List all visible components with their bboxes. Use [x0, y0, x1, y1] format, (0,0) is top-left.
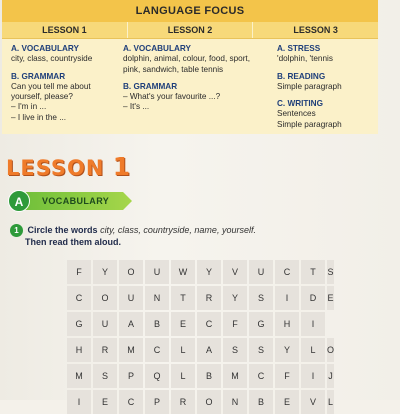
word-search-cell[interactable]: I [301, 364, 325, 388]
word-search-cell[interactable]: Y [275, 338, 299, 362]
word-search-cell[interactable]: S [93, 364, 117, 388]
lesson-1-vocabulary-line: city, class, countryside [11, 54, 93, 64]
lesson-1-grammar-line: – I live in the ... [11, 112, 67, 122]
word-search-cell[interactable]: L [327, 390, 334, 414]
word-search-cell[interactable]: Y [197, 260, 221, 284]
word-search-cell[interactable]: O [197, 390, 221, 414]
exercise-instruction-line-2: Then read them aloud. [25, 237, 122, 247]
word-search-cell[interactable]: P [145, 390, 169, 414]
lesson-2-grammar-heading: B. GRAMMAR [123, 81, 178, 91]
word-search-cell[interactable]: V [223, 260, 247, 284]
word-search-cell[interactable]: U [119, 286, 143, 310]
word-search-cell[interactable]: G [67, 312, 91, 336]
word-search-cell[interactable]: H [275, 312, 299, 336]
lesson-title [6, 152, 131, 181]
word-search-cell[interactable]: V [301, 390, 325, 414]
lesson-2-vocabulary-line: pink, sandwich, table tennis [123, 64, 224, 74]
word-search-cell[interactable]: U [145, 260, 169, 284]
word-search-cell[interactable]: U [249, 260, 273, 284]
word-search-cell[interactable]: S [223, 338, 247, 362]
language-focus-box [2, 0, 378, 134]
word-search-cell[interactable]: D [301, 286, 325, 310]
word-search-cell[interactable]: E [275, 390, 299, 414]
lesson-2-column [114, 43, 268, 130]
lesson-1-grammar-heading: B. GRAMMAR [11, 71, 66, 81]
lesson-3-stress-heading: A. STRESS [277, 44, 321, 53]
lesson-header-row [2, 22, 378, 39]
lesson-2-header: LESSON 2 [127, 22, 253, 38]
word-search-cell[interactable]: U [93, 312, 117, 336]
word-search-cell[interactable]: R [93, 338, 117, 362]
lesson-2-grammar-line: – It's ... [123, 102, 150, 112]
word-search-cell[interactable]: E [171, 312, 195, 336]
exercise-word-list: city, class, countryside, name, yourself. [100, 225, 256, 235]
lesson-3-stress-line: 'dolphin, 'tennis [277, 54, 333, 64]
word-search-cell[interactable]: S [249, 338, 273, 362]
word-search-cell[interactable]: I [275, 286, 299, 310]
lesson-3-writing-line: Simple paragraph [277, 119, 342, 129]
lesson-2-vocabulary-line: dolphin, animal, colour, food, sport, [123, 54, 250, 64]
vocabulary-section-banner [8, 190, 134, 212]
word-search-cell[interactable]: Q [145, 364, 169, 388]
exercise-number-badge: 1 [10, 224, 23, 237]
word-search-grid [67, 260, 334, 414]
word-search-cell[interactable]: C [275, 260, 299, 284]
lesson-2-vocabulary-heading: A. VOCABULARY [123, 44, 191, 53]
word-search-cell[interactable]: O [93, 286, 117, 310]
word-search-cell[interactable]: C [197, 312, 221, 336]
lesson-3-reading-heading: B. READING [277, 71, 326, 81]
word-search-cell[interactable]: C [67, 286, 91, 310]
word-search-cell[interactable]: H [67, 338, 91, 362]
lesson-1-column [2, 43, 114, 130]
word-search-cell[interactable]: B [145, 312, 169, 336]
word-search-cell[interactable]: B [197, 364, 221, 388]
lesson-3-writing-line: Sentences [277, 109, 316, 119]
word-search-cell[interactable]: S [327, 260, 334, 284]
word-search-cell[interactable]: R [197, 286, 221, 310]
word-search-cell[interactable]: L [301, 338, 325, 362]
word-search-cell[interactable]: B [249, 390, 273, 414]
word-search-cell[interactable]: M [119, 338, 143, 362]
word-search-cell[interactable]: O [327, 338, 334, 362]
word-search-cell[interactable]: N [223, 390, 247, 414]
section-badge: A [8, 190, 30, 212]
word-search-cell[interactable]: L [171, 338, 195, 362]
word-search-cell[interactable]: N [145, 286, 169, 310]
word-search-cell[interactable]: L [171, 364, 195, 388]
word-search-cell[interactable]: I [301, 312, 325, 336]
word-search-cell[interactable]: F [275, 364, 299, 388]
word-search-cell[interactable]: A [197, 338, 221, 362]
word-search-cell[interactable]: T [301, 260, 325, 284]
language-focus-columns [2, 39, 378, 130]
word-search-cell[interactable]: P [119, 364, 143, 388]
word-search-cell[interactable]: C [119, 390, 143, 414]
word-search-cell[interactable]: O [119, 260, 143, 284]
word-search-cell[interactable]: E [327, 286, 334, 310]
lesson-1-grammar-line: – I'm in ... [11, 102, 47, 112]
lesson-1-vocabulary-heading: A. VOCABULARY [11, 44, 79, 53]
word-search-cell[interactable]: Y [93, 260, 117, 284]
lesson-1-grammar-line: Can you tell me about [11, 81, 91, 91]
word-search-cell[interactable]: J [327, 364, 334, 388]
section-label: VOCABULARY [42, 196, 110, 206]
word-search-cell[interactable]: S [249, 286, 273, 310]
word-search-cell[interactable]: F [67, 260, 91, 284]
word-search-cell[interactable]: C [145, 338, 169, 362]
lesson-1-grammar-line: yourself, please? [11, 92, 73, 102]
word-search-cell[interactable]: Y [223, 286, 247, 310]
lesson-3-column [268, 43, 378, 130]
word-search-cell[interactable]: C [249, 364, 273, 388]
word-search-cell[interactable]: I [67, 390, 91, 414]
lesson-3-reading-line: Simple paragraph [277, 81, 342, 91]
word-search-cell[interactable]: R [171, 390, 195, 414]
lesson-title-number: 1 [112, 152, 132, 181]
word-search-cell[interactable]: M [67, 364, 91, 388]
word-search-cell[interactable]: F [223, 312, 247, 336]
lesson-1-header: LESSON 1 [42, 25, 87, 35]
word-search-cell[interactable]: T [171, 286, 195, 310]
language-focus-title: LANGUAGE FOCUS [2, 0, 378, 22]
word-search-cell[interactable]: E [93, 390, 117, 414]
lesson-title-word: LESSON [6, 156, 105, 180]
lesson-3-writing-heading: C. WRITING [277, 99, 323, 109]
lesson-2-grammar-line: – What's your favourite ...? [123, 92, 221, 102]
exercise-instruction-bold: Circle the words [27, 225, 98, 235]
word-search-cell[interactable]: W [171, 260, 195, 284]
word-search-cell[interactable]: A [119, 312, 143, 336]
lesson-3-header: LESSON 3 [252, 22, 378, 38]
word-search-cell[interactable]: M [223, 364, 247, 388]
exercise-instruction [10, 223, 256, 237]
word-search-cell[interactable]: G [249, 312, 273, 336]
